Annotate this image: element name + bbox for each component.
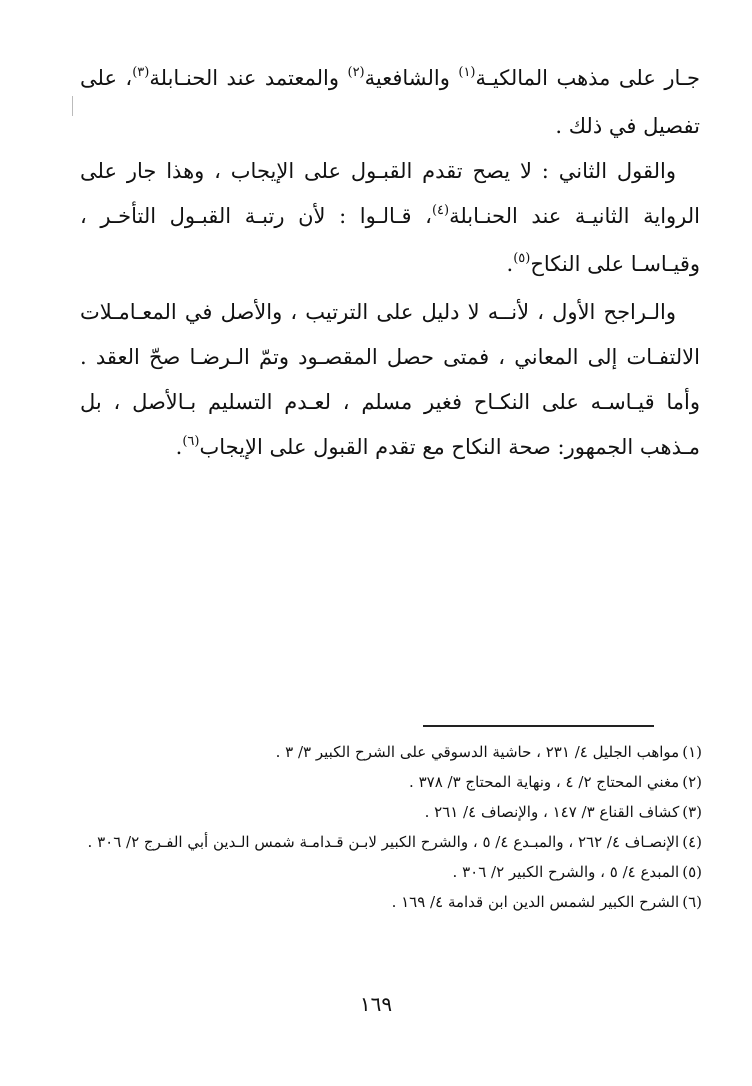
margin-mark [72, 96, 73, 116]
paragraph-2-text: والقول الثاني : لا يصح تقدم القبـول على الإيجاب ، وهذا جار على الرواية الثانيـة عند الحنـابلة [80, 159, 700, 228]
paragraph-2-text: ، قـالـوا : لأن رتبـة القبـول التأخـر ، وقيـاسـا على النكاح [80, 204, 700, 276]
footnote-ref-3: (٣) [132, 65, 150, 80]
page-number: ١٦٩ [359, 992, 393, 1016]
footnote-number: (٣) [682, 803, 702, 821]
paragraph-1-text: ، على تفصيل في ذلك . [80, 66, 700, 138]
footnote-number: (٥) [682, 863, 702, 881]
footnote-2 [84, 767, 702, 797]
footnote-ref-2: (٢) [347, 65, 365, 80]
paragraph-1-text: والمعتمد عند الحنـابلة [149, 66, 348, 90]
footnote-ref-6: (٦) [182, 434, 200, 449]
footnote-text: مغني المحتاج ٢/ ٤ ، ونهاية المحتاج ٣/ ٣٧٨ . [409, 773, 680, 791]
footnote-text: مواهب الجليل ٤/ ٢٣١ ، حاشية الدسوقي على الشرح الكبير ٣/ ٣ . [275, 743, 680, 761]
paragraph-2 [80, 149, 700, 290]
footnote-5 [84, 857, 702, 887]
footnote-text: المبدع ٤/ ٥ ، والشرح الكبير ٢/ ٣٠٦ . [452, 863, 680, 881]
paragraph-1 [80, 56, 700, 149]
footnote-4 [84, 827, 702, 857]
paragraph-3 [80, 290, 700, 473]
footnote-text: الإنصـاف ٤/ ٢٦٢ ، والمبـدع ٤/ ٥ ، والشرح الكبير لابـن قـدامـة شمس الـدين أبي الفـرج ٢/ ٣٠٦ . [87, 833, 680, 851]
footnote-number: (٤) [682, 833, 702, 851]
footnote-ref-1: (١) [458, 65, 476, 80]
main-text [80, 56, 700, 473]
footnotes-section [84, 737, 702, 917]
footnote-separator [423, 725, 654, 727]
paragraph-1-text: جـار على مذهب المالكيـة [475, 66, 700, 90]
footnote-1 [84, 737, 702, 767]
footnote-number: (٦) [682, 893, 702, 911]
footnote-number: (٢) [682, 773, 702, 791]
paragraph-2-text: . [506, 252, 514, 276]
footnote-6 [84, 887, 702, 917]
paragraph-3-text: والـراجح الأول ، لأنــه لا دليل على الترتيب ، والأصل في المعـامـلات الالتفـات إلى المعاني ، فمتى حصل المقصـود وتمّ الـرضـا صحّ العقد . وأما قيـاسـه على النكـاح فغير مسلم ، لعـدم التسليم بـالأصل ، بل مـذهب الجمهور: صحة النكاح مع تقدم القبول على الإيجاب [80, 300, 700, 459]
footnote-ref-5: (٥) [513, 251, 531, 266]
footnote-text: الشرح الكبير لشمس الدين ابن قدامة ٤/ ١٦٩ . [391, 893, 680, 911]
paragraph-3-text: . [175, 435, 183, 459]
footnote-text: كشاف القناع ٣/ ١٤٧ ، والإنصاف ٤/ ٢٦١ . [424, 803, 680, 821]
footnote-ref-4: (٤) [431, 203, 450, 218]
footnote-number: (١) [682, 743, 702, 761]
paragraph-1-text: والشافعية [364, 66, 459, 90]
footnote-3 [84, 797, 702, 827]
